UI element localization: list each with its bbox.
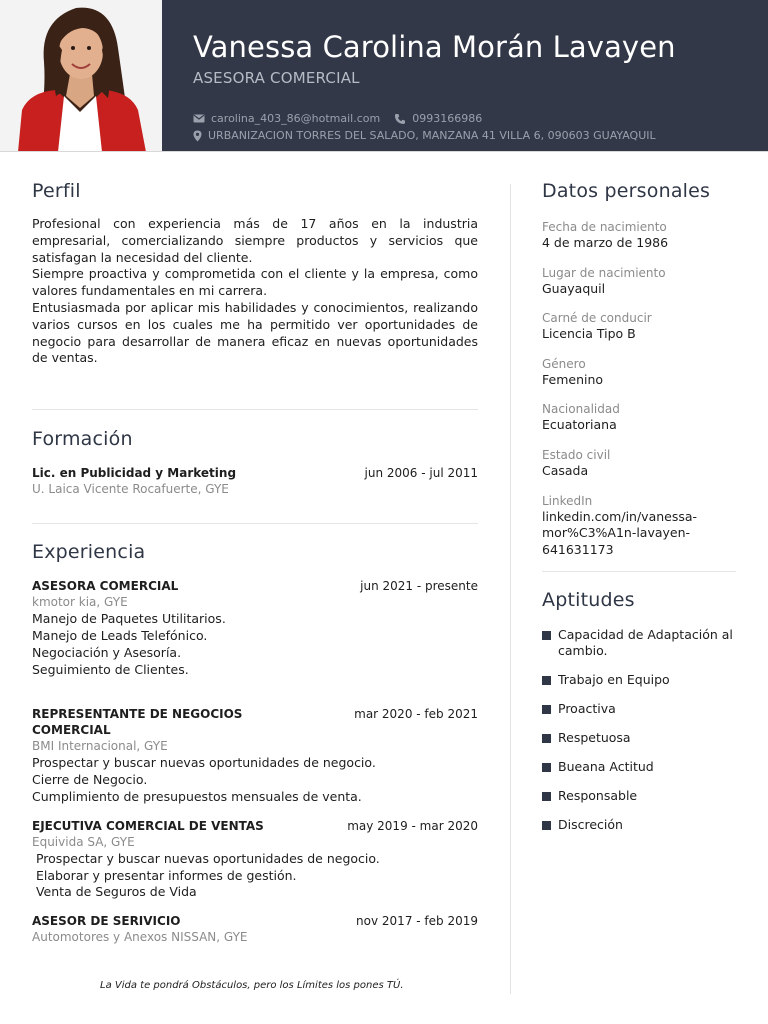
square-bullet-icon [542, 763, 551, 772]
datos-value: Licencia Tipo B [542, 326, 636, 342]
entry-head [32, 465, 478, 481]
entry-head [32, 913, 478, 929]
company-name: Equivida SA, GYE [32, 834, 135, 849]
address-text: URBANIZACION TORRES DEL SALADO, MANZANA 41 VILLA 6, 090603 GUAYAQUIL [208, 129, 656, 142]
aptitudes-heading: Aptitudes [542, 589, 635, 612]
role-title: ASESOR DE SERIVICIO [32, 914, 181, 929]
skill-label: Respetuosa [558, 730, 631, 746]
experience-entry [32, 818, 478, 901]
perfil-text [32, 216, 478, 367]
section-divider [32, 523, 478, 524]
datos-label: Género [542, 356, 586, 371]
profile-photo-illustration [0, 0, 162, 152]
experience-line: Prospectar y buscar nuevas oportunidades de negocio. [32, 850, 380, 866]
experience-line: Cierre de Negocio. [32, 772, 148, 788]
experience-line: Seguimiento de Clientes. [32, 661, 189, 677]
datos-item [542, 219, 736, 252]
skill-label: Responsable [558, 788, 638, 804]
aptitudes-section [542, 589, 736, 833]
experience-line: Cumplimiento de presupuestos mensuales de venta. [32, 788, 362, 804]
entry-dates: jun 2006 - jul 2011 [364, 466, 478, 481]
perfil-paragraph: Entusiasmada por aplicar mis habilidades y conocimientos, realizando varios cursos en los cuales me ha permitido ver oportunidades de negocio para desarrollar de manera eficaz en nuevas oportunidades de ventas. [32, 299, 478, 366]
square-bullet-icon [542, 705, 551, 714]
formacion-section [32, 428, 478, 498]
entry-dates: may 2019 - mar 2020 [347, 818, 478, 833]
skill-item [542, 672, 736, 688]
formacion-heading: Formación [32, 428, 133, 451]
header-banner [162, 0, 768, 152]
datos-personales-heading: Datos personales [542, 180, 711, 202]
contact-row-2 [193, 129, 670, 142]
perfil-paragraph: Profesional con experiencia más de 17 años en la industria empresarial, comercializando siempre productos y servicios que satisfagan la necesidad del cliente. [32, 216, 478, 265]
perfil-paragraph: Siempre proactiva y comprometida con el cliente y la empresa, como valores fundamentales en mi carrera. [32, 266, 478, 299]
profile-photo [0, 0, 162, 152]
role-title: EJECUTIVA COMERCIAL DE VENTAS [32, 818, 264, 833]
section-divider [32, 409, 478, 410]
square-bullet-icon [542, 792, 551, 801]
datos-item [542, 493, 736, 559]
perfil-heading: Perfil [32, 180, 81, 202]
experience-entry [32, 913, 478, 946]
datos-item [542, 356, 736, 389]
linkedin-link[interactable]: linkedin.com/in/vanessa-mor%C3%A1n-lavayen-641631173 [542, 508, 698, 557]
footer-quote: La Vida te pondrá Obstáculos, pero los Límites los pones TÚ. [100, 980, 404, 991]
resume-header [0, 0, 768, 152]
envelope-icon [193, 114, 205, 123]
phone-contact[interactable] [394, 112, 482, 125]
skill-item [542, 817, 736, 833]
phone-text: 0993166986 [412, 112, 483, 125]
role-title: REPRESENTANTE DE NEGOCIOS COMERCIAL [32, 707, 243, 738]
datos-personales-section [542, 180, 736, 558]
experience-entry [32, 578, 478, 678]
skill-label: Capacidad de Adaptación al cambio. [558, 627, 733, 659]
experience-line: Venta de Seguros de Vida [32, 884, 197, 900]
datos-label: Nacionalidad [542, 402, 620, 417]
entry-head [32, 706, 478, 738]
datos-value: Femenino [542, 371, 604, 387]
map-pin-icon [193, 130, 202, 142]
skill-label: Proactiva [558, 701, 616, 717]
main-column [32, 180, 478, 946]
full-name: Vanessa Carolina Morán Lavayen [193, 30, 676, 64]
datos-item [542, 401, 736, 434]
email-contact[interactable] [193, 112, 380, 125]
experience-line: Manejo de Paquetes Utilitarios. [32, 611, 226, 627]
address-contact [193, 129, 656, 142]
skill-label: Bueana Actitud [558, 759, 654, 775]
institution-name: U. Laica Vicente Rocafuerte, GYE [32, 482, 229, 497]
skill-item [542, 701, 736, 717]
experiencia-heading: Experiencia [32, 541, 146, 564]
entry-head [32, 578, 478, 594]
datos-value: Guayaquil [542, 280, 606, 296]
skill-item [542, 759, 736, 775]
experience-line: Prospectar y buscar nuevas oportunidades de negocio. [32, 755, 376, 771]
datos-value: 4 de marzo de 1986 [542, 235, 669, 250]
entry-head [32, 818, 478, 834]
sidebar [542, 180, 736, 846]
column-divider [510, 184, 511, 994]
role-title: ASESORA COMERCIAL [32, 579, 179, 594]
datos-label: Estado civil [542, 447, 611, 462]
datos-item [542, 447, 736, 480]
datos-value: Casada [542, 462, 589, 478]
experience-entry [32, 706, 478, 805]
company-name: kmotor kia, GYE [32, 595, 128, 610]
skill-item [542, 788, 736, 804]
skill-label: Discreción [558, 817, 623, 833]
experience-line: Elaborar y presentar informes de gestión. [32, 867, 297, 883]
header-divider [0, 151, 768, 152]
square-bullet-icon [542, 734, 551, 743]
skill-item [542, 730, 736, 746]
datos-label: Carné de conducir [542, 311, 652, 326]
square-bullet-icon [542, 676, 551, 685]
section-divider [542, 571, 736, 572]
degree-title: Lic. en Publicidad y Marketing [32, 466, 237, 481]
datos-item [542, 265, 736, 298]
datos-list [542, 219, 736, 558]
datos-label: Fecha de nacimiento [542, 220, 667, 234]
datos-value: Ecuatoriana [542, 417, 617, 433]
aptitudes-list [542, 627, 736, 833]
experience-line: Manejo de Leads Telefónico. [32, 627, 208, 643]
experiencia-section [32, 541, 478, 946]
entry-dates: nov 2017 - feb 2019 [356, 914, 478, 929]
company-name: Automotores y Anexos NISSAN, GYE [32, 930, 248, 945]
datos-label: Lugar de nacimiento [542, 265, 666, 280]
perfil-section [32, 180, 478, 367]
job-title: ASESORA COMERCIAL [193, 69, 360, 87]
entry-dates: jun 2021 - presente [360, 579, 478, 594]
square-bullet-icon [542, 821, 551, 830]
formacion-entry [32, 465, 478, 498]
company-name: BMI Internacional, GYE [32, 739, 168, 754]
skill-item [542, 627, 736, 659]
contact-row-1 [193, 112, 496, 125]
skill-label: Trabajo en Equipo [558, 672, 670, 688]
square-bullet-icon [542, 631, 551, 640]
entry-dates: mar 2020 - feb 2021 [354, 707, 478, 722]
datos-label: LinkedIn [542, 493, 593, 508]
email-text: carolina_403_86@hotmail.com [211, 112, 381, 125]
phone-icon [394, 113, 406, 125]
datos-item [542, 310, 736, 343]
experience-line: Negociación y Asesoría. [32, 644, 182, 660]
